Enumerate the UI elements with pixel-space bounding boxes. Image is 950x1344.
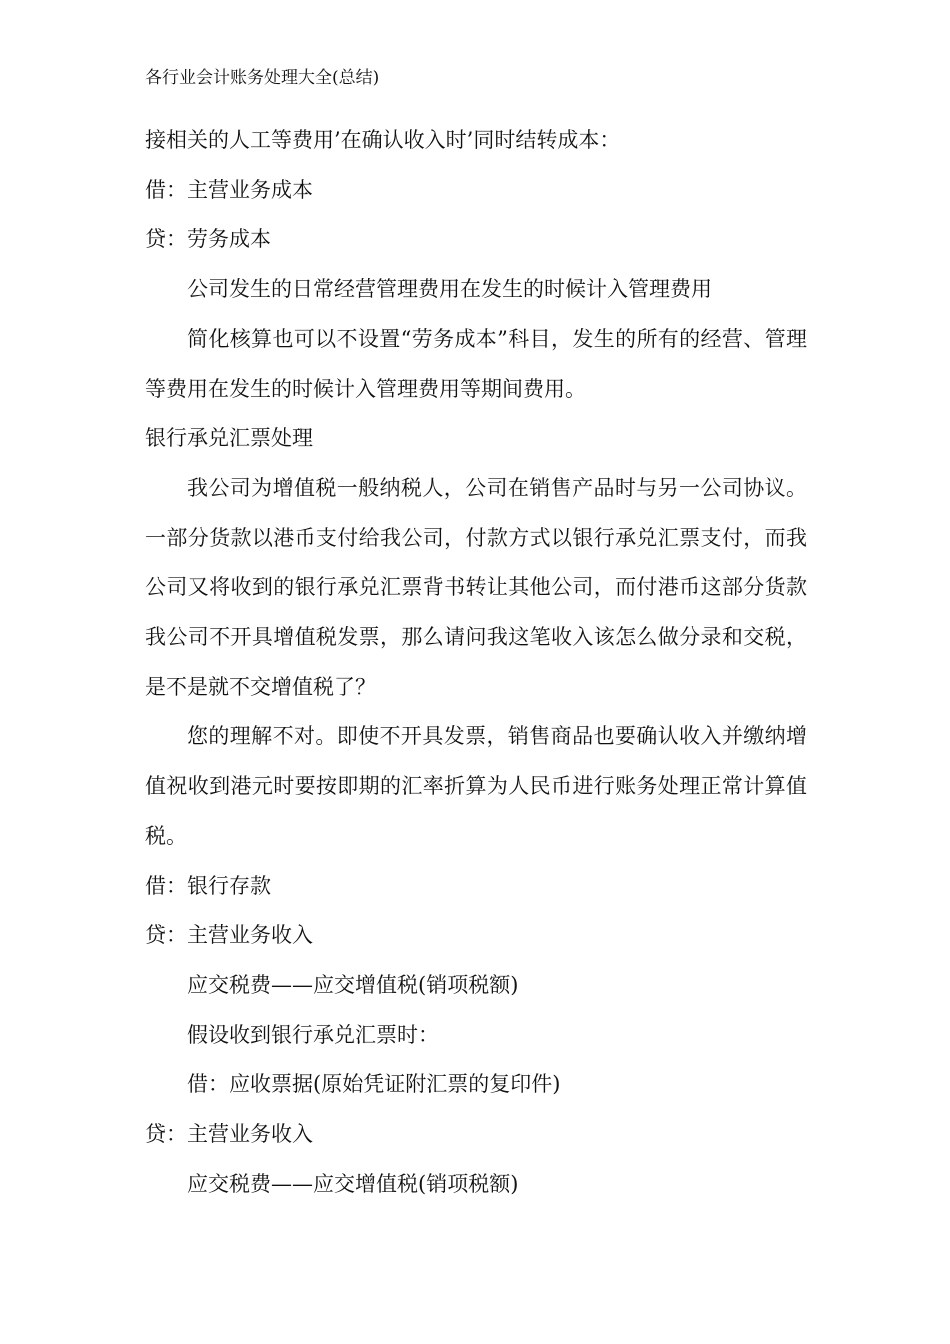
- section-heading-bank-acceptance: 银行承兑汇票处理: [145, 426, 313, 451]
- document-body: [145, 116, 807, 1209]
- entry-debit-bank-deposit: 借：银行存款: [145, 873, 271, 898]
- running-header: 各行业会计账务处理大全(总结): [145, 68, 380, 88]
- paragraph-admin-expenses: 公司发生的日常经营管理费用在发生的时候计入管理费用: [187, 277, 712, 302]
- entry-credit-vat-output: 应交税费——应交增值税(销项税额): [187, 972, 519, 997]
- entry-credit-main-business-income-2: 贷：主营业务收入: [145, 1122, 313, 1147]
- entry-credit-main-business-income: 贷：主营业务收入: [145, 923, 313, 948]
- paragraph-assume-receive-draft: 假设收到银行承兑汇票时：: [187, 1022, 439, 1047]
- paragraph-answer: 您的理解不对。即使不开具发票，销售商品也要确认收入并缴纳增值祝收到港元时要按即期的汇率折算为人民币进行账务处理正常计算值税。: [145, 724, 807, 848]
- entry-debit-main-business-cost: 借：主营业务成本: [145, 177, 313, 202]
- entry-credit-vat-output-2: 应交税费——应交增值税(销项税额): [187, 1171, 519, 1196]
- entry-debit-notes-receivable: 借：应收票据(原始凭证附汇票的复印件): [187, 1072, 561, 1097]
- paragraph-question: 我公司为增值税一般纳税人，公司在销售产品时与另一公司协议。一部分货款以港币支付给我公司，付款方式以银行承兑汇票支付，而我公司又将收到的银行承兑汇票背书转让其他公司，而付港币这部分货款我公司不开具增值税发票，那么请问我这笔收入该怎么做分录和交税，是不是就不交增值税了？: [145, 475, 807, 699]
- entry-credit-labor-cost: 贷：劳务成本: [145, 227, 271, 252]
- paragraph-simplified-accounting: 简化核算也可以不设置“劳务成本”科目，发生的所有的经营、管理等费用在发生的时候计入管理费用等期间费用。: [145, 326, 807, 401]
- paragraph-cost-transfer: 接相关的人工等费用’在确认收入时’同时结转成本：: [145, 128, 621, 152]
